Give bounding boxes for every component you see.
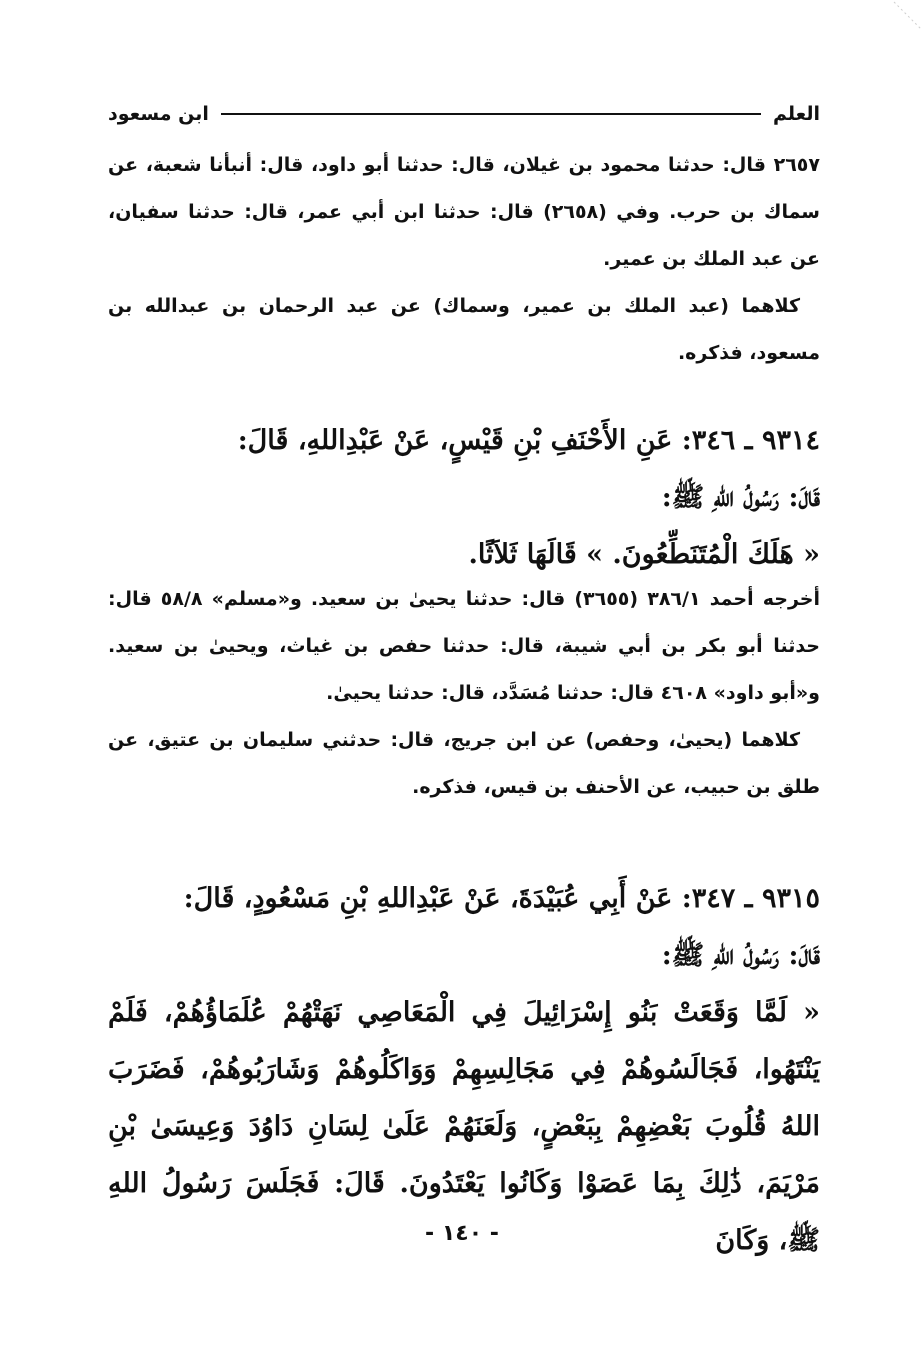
takhrij-paragraph: ٢٦٥٧ قال: حدثنا محمود بن غيلان، قال: حدثنا أبو داود، قال: أنبأنا شعبة، عن سماك بن حرب. وفي (٢٦٥٨) قال: حدثنا ابن أبي عمر، قال: حدثنا سفيان، عن عبد الملك بن عمير.: [108, 154, 820, 270]
header-rule: [221, 113, 761, 115]
page-corner-mark: [864, 0, 924, 40]
hadith-347: [108, 870, 820, 1269]
hadith-text: « هَلَكَ الْمُتَنَطِّعُونَ. » قَالَهَا ثَلاَثًا.: [468, 539, 820, 570]
header-chapter-title: العلم: [772, 103, 820, 125]
takhrij-block-2: [108, 576, 820, 811]
takhrij-paragraph: كلاهما (يحيىٰ، وحفص) عن ابن جريج، قال: حدثني سليمان بن عتيق، عن طلق بن حبيب، عن الأحنف بن قيس، فذكره.: [108, 729, 820, 798]
takhrij-paragraph: أخرجه أحمد ٣٨٦/١ (٣٦٥٥) قال: حدثنا يحيىٰ بن سعيد. و«مسلم» ٥٨/٨ قال: حدثنا أبو بكر بن أبي شيبة، قال: حدثنا حفص بن غياث، ويحيىٰ بن سعيد. و«أبو داود» ٤٦٠٨ قال: حدثنا مُسَدَّد، قال: حدثنا يحيىٰ.: [108, 588, 820, 704]
page-number: - ١٤٠ -: [425, 1221, 499, 1246]
takhrij-paragraph: كلاهما (عبد الملك بن عمير، وسماك) عن عبد الرحمان بن عبدالله بن مسعود، فذكره.: [108, 295, 820, 364]
hadith-346: [108, 412, 820, 583]
header-section-title: ابن مسعود: [108, 103, 209, 125]
hadith-chain-line: ٩٣١٤ ـ ٣٤٦: عَنِ الأَحْنَفِ بْنِ قَيْسٍ، عَنْ عَبْدِاللهِ، قَالَ:: [237, 425, 820, 456]
hadith-chain-line: ٩٣١٥ ـ ٣٤٧: عَنْ أَبِي عُبَيْدَةَ، عَنْ عَبْدِاللهِ بْنِ مَسْعُودٍ، قَالَ:: [183, 883, 820, 914]
hadith-attribution-line: قَالَ: رَسُولُ اللهِ ﷺ:: [661, 482, 820, 513]
takhrij-block-1: [108, 142, 820, 377]
running-header: [108, 96, 820, 132]
hadith-attribution-line: قَالَ: رَسُولُ اللهِ ﷺ:: [661, 940, 820, 971]
hadith-text: « لَمَّا وَقَعَتْ بَنُو إِسْرَائِيلَ فِي الْمَعَاصِي نَهَتْهُمْ عُلَمَاؤُهُمْ، فَلَمْ يَنْتَهُوا، فَجَالَسُوهُمْ فِي مَجَالِسِهِمْ وَوَاكَلُوهُمْ وَشَارَبُوهُمْ، فَضَرَبَ اللهُ قُلُوبَ بَعْضِهِمْ بِبَعْضٍ، وَلَعَنَهُمْ عَلَىٰ لِسَانِ دَاوُدَ وَعِيسَىٰ بْنِ مَرْيَمَ، ذَٰلِكَ بِمَا عَصَوْا وَكَانُوا يَعْتَدُونَ. قَالَ: فَجَلَسَ رَسُولُ اللهِ ﷺ، وَكَانَ: [108, 997, 820, 1256]
